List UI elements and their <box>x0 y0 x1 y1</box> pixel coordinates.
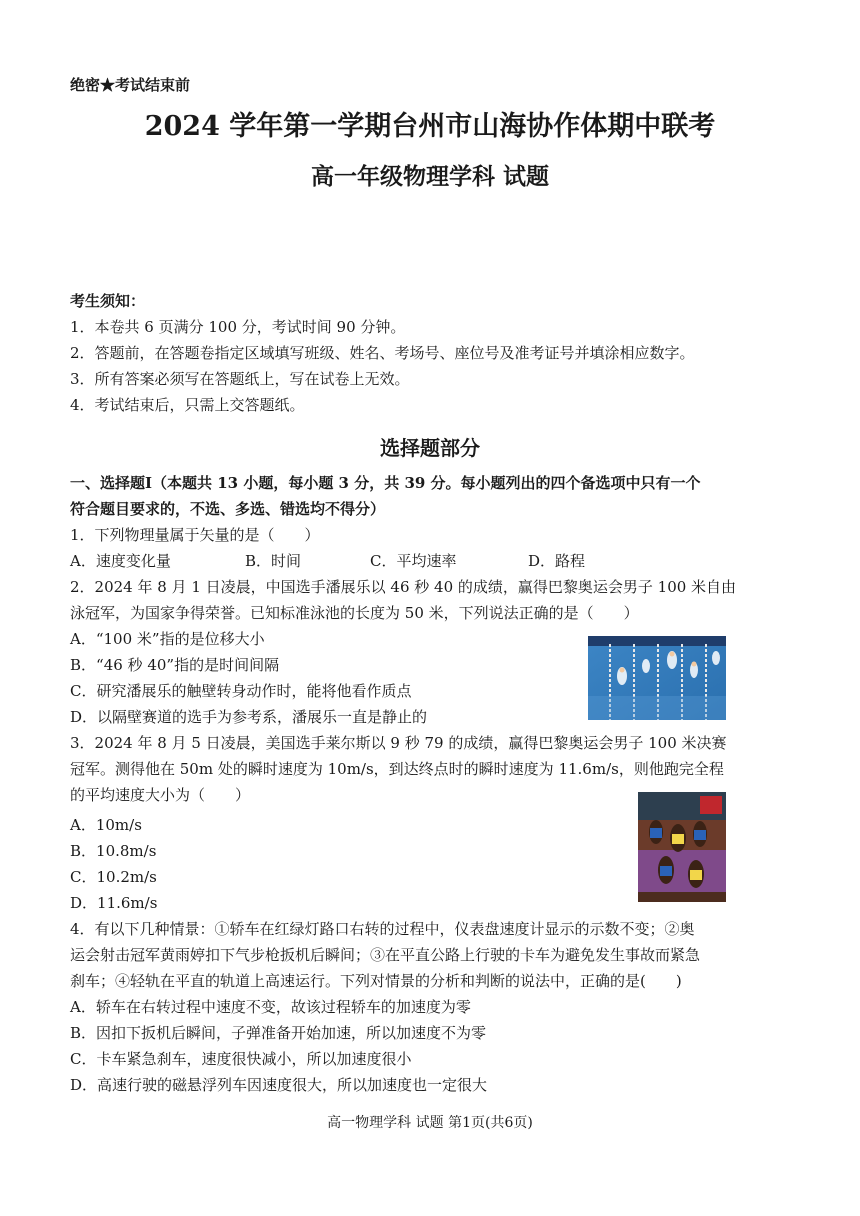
notice-item: 3．所有答案必须写在答题纸上，写在试卷上无效。 <box>70 370 410 388</box>
question-1-option-a: A．速度变化量 <box>70 552 171 570</box>
question-3-option-a: A．10m/s <box>70 816 142 834</box>
question-3-stem: 冠军。测得他在 50m 处的瞬时速度为 10m/s，到达终点时的瞬时速度为 11.6m/s，则他跑完全程 <box>70 760 724 778</box>
section-title: 选择题部分 <box>380 436 480 460</box>
question-4-option-c: C．卡车紧急刹车，速度很快减小，所以加速度很小 <box>70 1050 412 1068</box>
question-2-option-b: B．“46 秒 40”指的是时间间隔 <box>70 656 280 674</box>
question-1-option-c: C．平均速率 <box>370 552 457 570</box>
question-3-option-c: C．10.2m/s <box>70 868 157 886</box>
exam-title: 2024 学年第一学期台州市山海协作体期中联考 <box>144 111 716 142</box>
question-4-option-a: A．轿车在右转过程中速度不变，故该过程轿车的加速度为零 <box>70 998 471 1016</box>
notice-heading: 考生须知： <box>70 292 146 310</box>
confidential-label: 绝密★考试结束前 <box>70 76 191 94</box>
question-2-stem: 泳冠军，为国家争得荣誉。已知标准泳池的长度为 50 米，下列说法正确的是（ ） <box>70 604 639 622</box>
notice-item: 1．本卷共 6 页满分 100 分，考试时间 90 分钟。 <box>70 318 406 336</box>
question-2-option-c: C．研究潘展乐的触壁转身动作时，能将他看作质点 <box>70 682 412 700</box>
question-3-stem: 3．2024 年 8 月 5 日凌晨，美国选手莱尔斯以 9 秒 79 的成绩，赢得巴黎奥运会男子 100 米决赛 <box>70 734 727 752</box>
swimming-pool-photo <box>588 636 726 720</box>
question-1-option-d: D．路程 <box>528 552 586 570</box>
notice-item: 4．考试结束后，只需上交答题纸。 <box>70 396 305 414</box>
part-instructions: 一、选择题Ⅰ（本题共 13 小题，每小题 3 分，共 39 分。每小题列出的四个备选项中只有一个 <box>70 474 701 492</box>
question-3-option-b: B．10.8m/s <box>70 842 157 860</box>
question-4-stem: 4．有以下几种情景：①轿车在红绿灯路口右转的过程中，仪表盘速度计显示的示数不变；②奥 <box>70 920 695 938</box>
question-2-option-d: D．以隔壁赛道的选手为参考系，潘展乐一直是静止的 <box>70 708 428 726</box>
question-4-stem: 刹车；④轻轨在平直的轨道上高速运行。下列对情景的分析和判断的说法中，正确的是( ) <box>70 972 682 990</box>
question-4-stem: 运会射击冠军黄雨婷扣下气步枪扳机后瞬间；③在平直公路上行驶的卡车为避免发生事故而紧急 <box>70 946 701 964</box>
question-3-option-d: D．11.6m/s <box>70 894 158 912</box>
sprint-race-photo <box>638 792 726 902</box>
question-4-option-b: B．因扣下扳机后瞬间，子弹准备开始加速，所以加速度不为零 <box>70 1024 487 1042</box>
question-4-option-d: D．高速行驶的磁悬浮列车因速度很大，所以加速度也一定很大 <box>70 1076 488 1094</box>
question-1-option-b: B．时间 <box>245 552 302 570</box>
part-instructions: 符合题目要求的，不选、多选、错选均不得分） <box>70 500 386 518</box>
page-footer: 高一物理学科 试题 第1页(共6页) <box>327 1115 533 1131</box>
question-3-stem: 的平均速度大小为（ ） <box>70 786 251 804</box>
question-2-option-a: A．“100 米”指的是位移大小 <box>70 630 265 648</box>
question-1-stem: 1．下列物理量属于矢量的是（ ） <box>70 526 320 544</box>
question-2-stem: 2．2024 年 8 月 1 日凌晨，中国选手潘展乐以 46 秒 40 的成绩，赢得巴黎奥运会男子 100 米自由 <box>70 578 737 596</box>
exam-subtitle: 高一年级物理学科 试题 <box>310 163 549 190</box>
notice-item: 2．答题前，在答题卷指定区域填写班级、姓名、考场号、座位号及准考证号并填涂相应数字。 <box>70 344 695 362</box>
